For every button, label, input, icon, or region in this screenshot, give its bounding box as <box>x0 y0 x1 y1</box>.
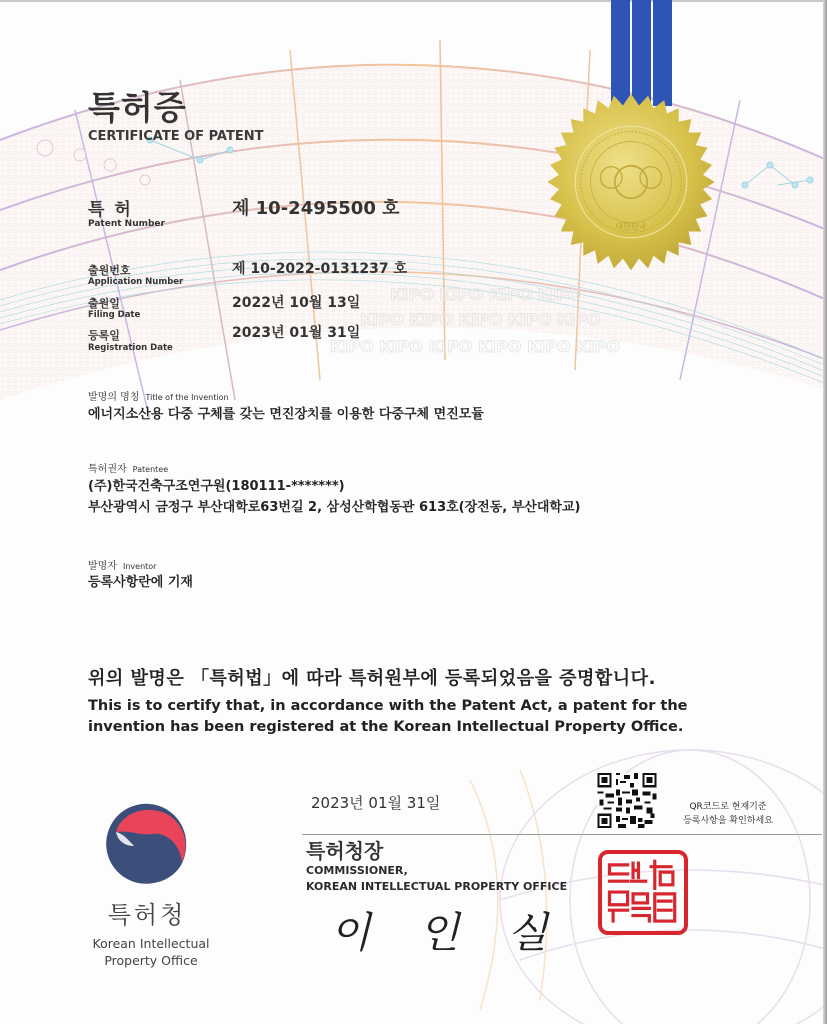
ribbon-stripe <box>632 0 651 106</box>
invention-title-value: 에너지소산용 다중 구체를 갖는 면진장치를 이용한 다중구체 면진모듈 <box>88 407 484 422</box>
patent-number-label-en: Patent Number <box>88 219 165 229</box>
filing-date-value: 2022년 10월 13일 <box>232 295 361 311</box>
application-number-label: 출원번호 <box>88 264 131 277</box>
filing-date-label-en: Filing Date <box>88 310 141 320</box>
inventor-label <box>88 557 156 572</box>
patentee-name: (주)한국건축구조연구원(180111-*******) <box>88 479 345 494</box>
patentee-label-ko: 특허권자 <box>88 464 127 475</box>
patentee-label <box>88 460 168 475</box>
commissioner-title-en-line2: KOREAN INTELLECTUAL PROPERTY OFFICE <box>306 880 568 893</box>
invention-title-label-ko: 발명의 명칭 <box>88 392 140 403</box>
inventor-value: 등록사항란에 기재 <box>88 575 193 590</box>
kipo-name-ko-wrap <box>0 895 302 930</box>
patentee-address: 부산광역시 금정구 부산대학로63번길 2, 삼성산학협동관 613호(장전동, 부산대학교) <box>88 500 581 515</box>
application-number-value: 제 10-2022-0131237 호 <box>232 261 408 277</box>
application-number-label-en: Application Number <box>88 277 184 287</box>
registration-date-label: 등록일 <box>88 329 120 342</box>
kipo-logo-icon <box>100 800 200 890</box>
invention-title-label <box>88 388 229 403</box>
registration-date-value: 2023년 01월 31일 <box>232 325 361 341</box>
qr-code-icon[interactable] <box>597 773 657 828</box>
page-edge-top <box>0 0 827 2</box>
patentee-label-en: Patentee <box>132 465 169 474</box>
ribbon-stripe <box>611 0 630 106</box>
ribbon-stripe <box>653 0 672 106</box>
gold-seal-icon <box>540 92 722 272</box>
inventor-label-ko: 발명자 <box>88 561 117 572</box>
certificate-title: 특허증 <box>88 88 187 127</box>
commissioner-title-en-line1: COMMISSIONER, <box>306 864 408 877</box>
certification-statement-ko: 위의 발명은 「특허법」에 따라 특허원부에 등록되었음을 증명합니다. <box>88 668 656 689</box>
svg-text:KIPO KIPO KIPO KIPO KIPO KIPO: KIPO KIPO KIPO KIPO KIPO KIPO <box>330 337 620 356</box>
svg-text:대한민국: 대한민국 <box>615 220 647 231</box>
filing-date-label: 출원일 <box>88 297 120 310</box>
kipo-name-en-line1: Korean Intellectual <box>92 936 210 951</box>
svg-text:KIPO KIPO KIPO KIPO KIPO: KIPO KIPO KIPO KIPO KIPO <box>360 310 601 329</box>
page-edge-right <box>823 0 827 1024</box>
kipo-name-en-line2: Property Office <box>104 953 198 968</box>
invention-title-label-en: Title of the Invention <box>145 393 229 402</box>
qr-note <box>668 800 788 828</box>
kipo-name-ko: 특허청 <box>107 901 187 929</box>
commissioner-title-ko: 특허청장 <box>306 839 384 863</box>
issue-date: 2023년 01월 31일 <box>311 794 441 812</box>
official-stamp-icon <box>598 850 688 935</box>
commissioner-signature: 이인실 <box>330 908 596 957</box>
patent-number-value: 제 10-2495500 호 <box>232 198 400 219</box>
patent-number-label: 특 허 <box>88 200 133 220</box>
qr-note-line1: QR코드로 현재기준 <box>689 802 767 812</box>
certificate-title-en: CERTIFICATE OF PATENT <box>88 129 264 144</box>
registration-date-label-en: Registration Date <box>88 343 173 353</box>
certification-statement-en-line2: invention has been registered at the Korean Intellectual Property Office. <box>88 719 684 735</box>
svg-text:KIPO KIPO KIPO KIPO: KIPO KIPO KIPO KIPO <box>390 285 582 304</box>
qr-note-line2: 등록사항을 확인하세요 <box>683 816 773 826</box>
certification-statement-en-line1: This is to certify that, in accordance with the Patent Act, a patent for the <box>88 698 688 714</box>
inventor-label-en: Inventor <box>122 562 157 571</box>
